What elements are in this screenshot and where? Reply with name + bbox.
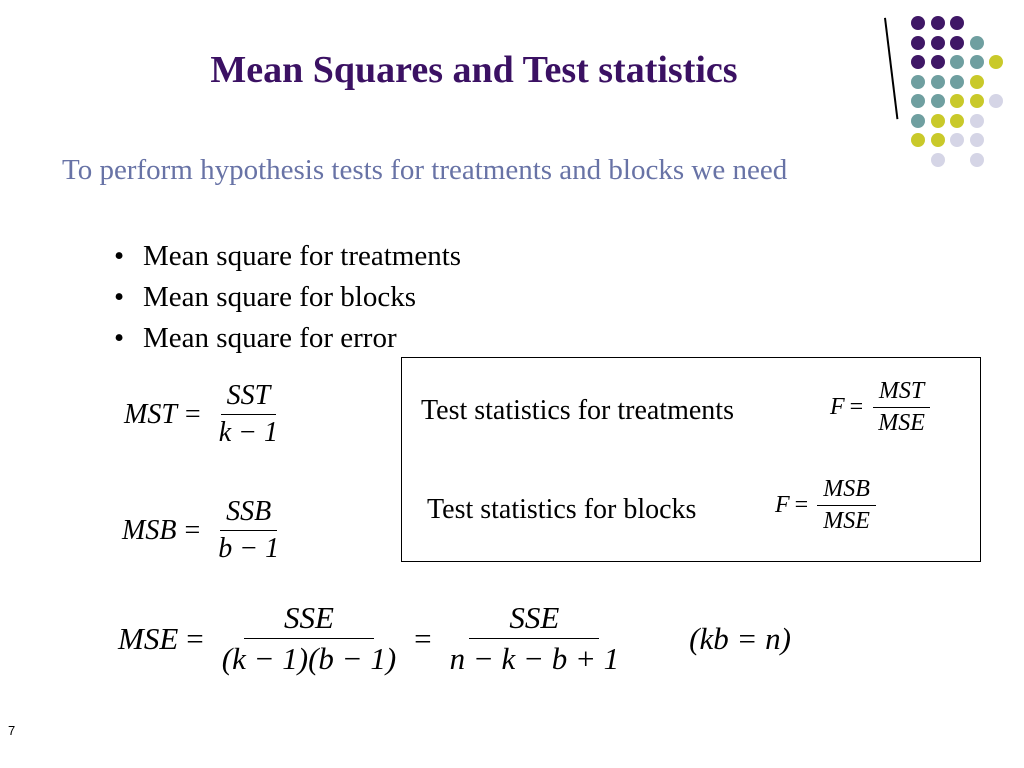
equals-sign: = (794, 492, 809, 518)
decorative-dot (970, 75, 984, 89)
decorative-dot (931, 114, 945, 128)
decorative-dot (970, 114, 984, 128)
mse-numerator-1: SSE (244, 600, 374, 639)
mst-lhs: MST (124, 398, 177, 430)
blocks-test-label: Test statistics for blocks (427, 494, 697, 525)
decorative-dot (911, 133, 925, 147)
decorative-dot (950, 94, 964, 108)
bullet-list (114, 236, 461, 359)
equals-sign: = (186, 620, 204, 656)
decorative-dot (970, 36, 984, 50)
blocks-f-numerator: MSB (817, 476, 876, 506)
decorative-dot (950, 16, 964, 30)
bullet-text: Mean square for error (143, 322, 397, 354)
blocks-f-fraction (817, 476, 876, 535)
blocks-f-equation (775, 476, 880, 535)
msb-fraction (212, 496, 285, 565)
bullet-text: Mean square for blocks (143, 281, 416, 313)
decorative-dot (950, 114, 964, 128)
decorative-dot (931, 94, 945, 108)
decorative-dot (950, 55, 964, 69)
decorative-dot (950, 75, 964, 89)
mse-fraction-1 (216, 600, 402, 677)
msb-equation (122, 496, 289, 565)
mse-equation (118, 600, 791, 677)
decorative-dot (970, 55, 984, 69)
decorative-dot (970, 153, 984, 167)
decorative-dot (970, 94, 984, 108)
mst-equation (124, 380, 288, 449)
decorative-dot (950, 133, 964, 147)
msb-numerator: SSB (220, 496, 277, 531)
equals-sign: = (184, 514, 201, 546)
decorative-dot (911, 114, 925, 128)
bullet-item (114, 277, 461, 318)
bullet-text: Mean square for treatments (143, 240, 462, 272)
decorative-dot (911, 94, 925, 108)
msb-denominator: b − 1 (218, 533, 280, 564)
treatments-test-label: Test statistics for treatments (421, 395, 734, 426)
mse-note: (kb = n) (689, 620, 791, 656)
equals-sign: = (414, 620, 432, 656)
equals-sign: = (849, 394, 864, 420)
f-lhs: F (775, 492, 790, 518)
treatments-f-fraction (872, 378, 931, 437)
equals-sign: = (184, 398, 201, 430)
treatments-f-numerator: MST (873, 378, 930, 408)
mst-numerator: SST (221, 380, 277, 415)
decorative-dot (970, 133, 984, 147)
decorative-dot (931, 133, 945, 147)
mst-denominator: k − 1 (218, 417, 279, 448)
decorative-dot (911, 16, 925, 30)
decorative-dot (931, 153, 945, 167)
slide-subtitle: To perform hypothesis tests for treatments and blocks we need (62, 154, 788, 186)
page-number: 7 (8, 723, 16, 738)
mst-fraction (213, 380, 284, 449)
bullet-item (114, 236, 461, 277)
mse-denominator-1: (k − 1)(b − 1) (221, 641, 397, 676)
bullet-glyph: • (114, 240, 125, 272)
bullet-glyph: • (114, 322, 125, 354)
slide-title: Mean Squares and Test statistics (210, 49, 738, 91)
msb-lhs: MSB (122, 514, 177, 546)
mse-lhs: MSE (118, 620, 179, 656)
bullet-glyph: • (114, 281, 125, 313)
mse-denominator-2: n − k − b + 1 (449, 641, 620, 676)
f-lhs: F (830, 394, 845, 420)
mse-fraction-2 (444, 600, 626, 677)
decorative-dot (989, 94, 1003, 108)
decorative-dot (989, 55, 1003, 69)
blocks-f-denominator: MSE (823, 508, 870, 534)
decorative-dot (931, 16, 945, 30)
treatments-f-equation (830, 378, 935, 437)
bullet-item (114, 318, 461, 359)
mse-numerator-2: SSE (469, 600, 599, 639)
decorative-dot (950, 36, 964, 50)
treatments-f-denominator: MSE (878, 410, 925, 436)
